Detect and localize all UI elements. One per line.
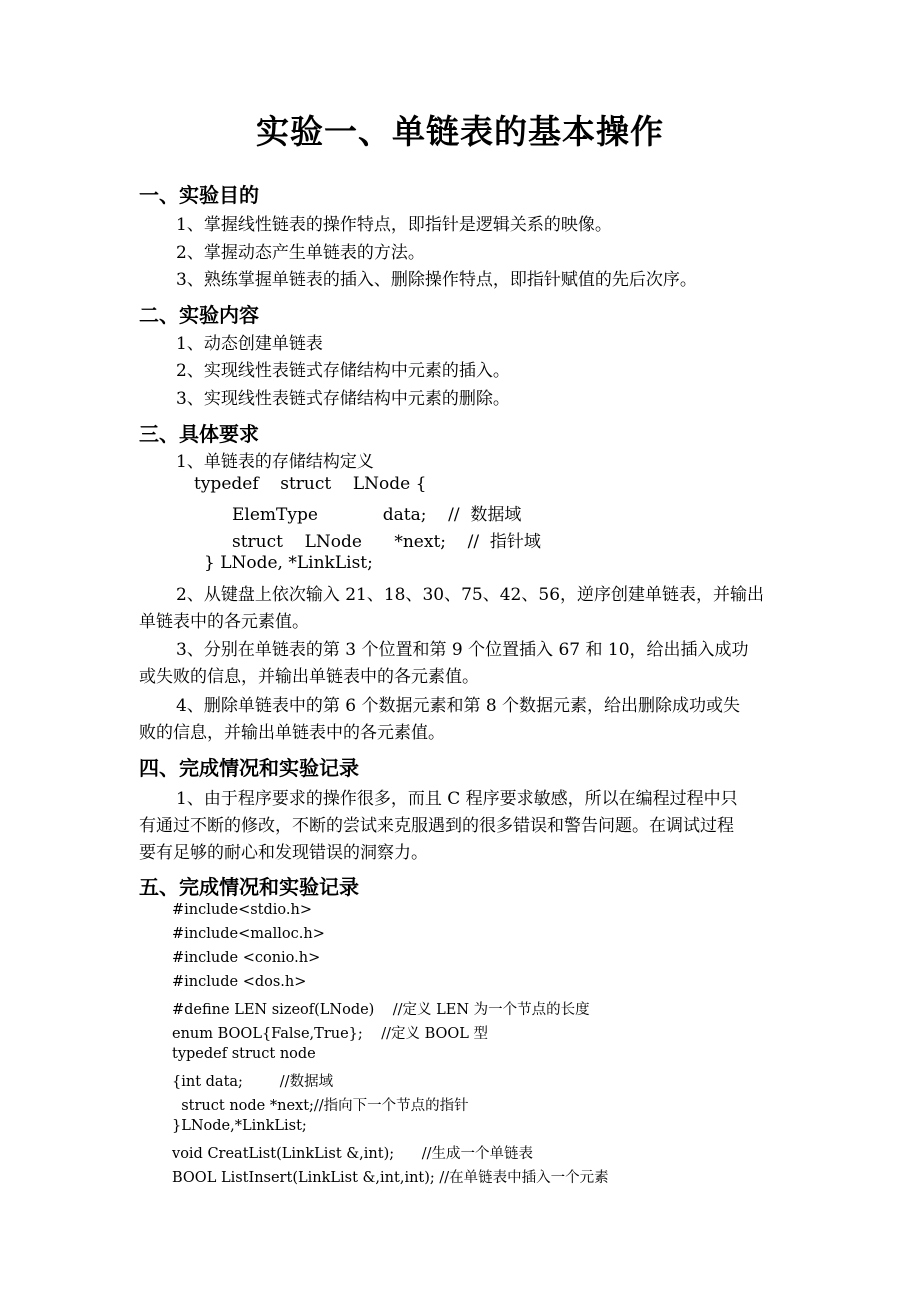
objective-item: 3、熟练掌握单链表的插入、删除操作特点，即指针赋值的先后次序。 — [176, 270, 697, 290]
content-item: 3、实现线性表链式存储结构中元素的删除。 — [176, 389, 510, 409]
content-item: 2、实现线性表链式存储结构中元素的插入。 — [176, 361, 510, 381]
record-paragraph-line: 有通过不断的修改，不断的尝试来克服遇到的很多错误和警告问题。在调试过程 — [139, 816, 734, 836]
section-heading-record-code: 五、完成情况和实验记录 — [139, 875, 359, 899]
requirement-item-cont: 单链表中的各元素值。 — [139, 612, 309, 632]
requirement-item: 2、从键盘上依次输入 21、18、30、75、42、56，逆序创建单链表，并输出 — [176, 585, 765, 605]
content-item: 1、动态创建单链表 — [176, 334, 323, 354]
requirement-item-cont: 或失败的信息，并输出单链表中的各元素值。 — [139, 667, 479, 687]
code-line: #include <conio.h> — [172, 950, 321, 966]
section-heading-record: 四、完成情况和实验记录 — [139, 756, 359, 780]
code-line: void CreatList(LinkList &,int); //生成一个单链表 — [172, 1146, 534, 1162]
record-paragraph-line: 要有足够的耐心和发现错误的洞察力。 — [139, 843, 428, 863]
code-line: }LNode,*LinkList; — [172, 1118, 307, 1134]
code-line: BOOL ListInsert(LinkList &,int,int); //在单链表中插入一个元素 — [172, 1170, 609, 1186]
code-line: #include<malloc.h> — [172, 926, 325, 942]
code-line: {int data; //数据域 — [172, 1074, 334, 1090]
section-heading-requirements: 三、具体要求 — [139, 422, 259, 446]
requirement-item: 4、删除单链表中的第 6 个数据元素和第 8 个数据元素，给出删除成功或失 — [176, 696, 741, 716]
code-line: typedef struct node — [172, 1046, 316, 1062]
code-line: enum BOOL{False,True}; //定义 BOOL 型 — [172, 1026, 489, 1042]
requirement-item-cont: 败的信息，并输出单链表中的各元素值。 — [139, 723, 445, 743]
struct-def-line: struct LNode *next; // 指针域 — [232, 532, 541, 552]
struct-def-line: typedef struct LNode { — [194, 474, 427, 494]
document-title: 实验一、单链表的基本操作 — [256, 112, 664, 151]
requirement-item: 3、分别在单链表的第 3 个位置和第 9 个位置插入 67 和 10，给出插入成功 — [176, 640, 749, 660]
record-paragraph-line: 1、由于程序要求的操作很多，而且 C 程序要求敏感，所以在编程过程中只 — [176, 789, 738, 809]
objective-item: 1、掌握线性链表的操作特点，即指针是逻辑关系的映像。 — [176, 215, 612, 235]
code-line: #include<stdio.h> — [172, 902, 312, 918]
struct-def-line: } LNode, *LinkList; — [204, 553, 373, 573]
struct-def-line: ElemType data; // 数据域 — [232, 505, 522, 525]
code-line: #include <dos.h> — [172, 974, 307, 990]
requirement-item: 1、单链表的存储结构定义 — [176, 452, 374, 472]
code-line: struct node *next;//指向下一个节点的指针 — [172, 1098, 469, 1114]
objective-item: 2、掌握动态产生单链表的方法。 — [176, 243, 425, 263]
code-line: #define LEN sizeof(LNode) //定义 LEN 为一个节点的长度 — [172, 1002, 590, 1018]
section-heading-objectives: 一、实验目的 — [139, 183, 259, 207]
section-heading-content: 二、实验内容 — [139, 303, 259, 327]
